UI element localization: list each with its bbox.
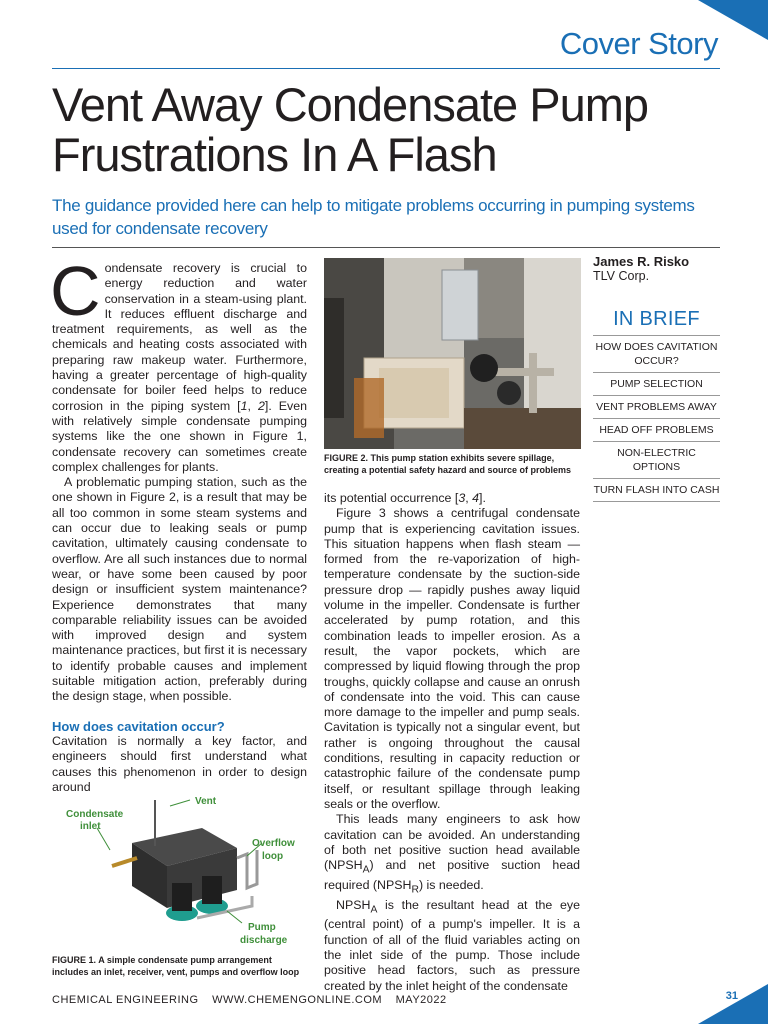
subhead-cavitation: How does cavitation occur?: [52, 718, 225, 734]
paragraph-2: A problematic pumping station, such as the one shown in Figure 2, is a result that may be all too common in some steam systems and can occur due to leaking seals or pump cavitation, ultimately causing condensate to overflow. Are all such instances due to normal wear, or have some been caused by poor design or insufficient system maintenance? Experience demonstrates that many comparable reliability issues can be avoided with improved design and system maintenance practices, but first it is necessary to identify probable causes and implement suitable mitigation action, preferably during the design stage, when possible.: [52, 475, 307, 704]
label-vent: Vent: [195, 796, 217, 807]
in-brief-title: IN BRIEF: [593, 308, 720, 336]
body-column-2: [324, 491, 580, 994]
paragraph-text: its potential occurrence [: [324, 491, 459, 505]
paragraph-5: [324, 812, 580, 897]
paragraph-3: Cavitation is normally a key factor, and engineers should first understand what causes this phenomenon in order to design around: [52, 733, 307, 794]
paragraph-intro: Condensate recovery is crucial to energy reduction and water conservation in a steam-using plant. It reduces effluent discharge and treatment requirements, as well as the chemicals and heating costs associated with preparing raw makeup water. Furthermore, having a greater percentage of high-quality condensate for boiler feed helps to reduce corrosion in the piping system [1, 2]. Even with relatively simple condensate pumping systems like the one shown in Figure 1, condensate recovery can sometimes create complex challenges for plants.: [50, 252, 308, 474]
reference-3[interactable]: 3: [458, 491, 466, 505]
footer-date: MAY2022: [395, 994, 447, 1006]
figure-2-photo: [324, 258, 581, 449]
section-label: Cover Story: [559, 26, 718, 61]
in-brief-item[interactable]: VENT PROBLEMS AWAY: [593, 396, 720, 419]
paragraph-3-continued: its potential occurrence [3, 4].: [324, 491, 486, 505]
footer: [52, 994, 457, 1006]
footer-magazine: CHEMICAL ENGINEERING: [52, 994, 199, 1006]
paragraph-4: Figure 3 shows a centrifugal condensate pump that is experiencing cavitation issues. This situation happens when flash steam — formed from the re-vaporization of high-temperature condensate by the suction-side pressure drop — rapidly pushes away liquid volume in the impeller. Condensate is further accelerated by pump rotation, and this combination leads to impeller erosion. As a result, the vapor pockets, which are compressed by liquid flowing through the prop troughs, quickly collapse and cause an onrush of condensate into the void. This can cause more damage to the impeller and pump seals. Cavitation is typically not a singular event, but rather is ongoing throughout the causal conditions, resulting in capacity reduction or catastrophic failure of the condensate pump itself, or resultant spillage through leaking seals or the overflow.: [324, 506, 580, 811]
paragraph-text: ].: [479, 491, 486, 505]
deck: The guidance provided here can help to mitigate problems occurring in pumping systems used for condensate recovery: [52, 196, 695, 238]
paragraph-text: This leads many engineers to ask how cavitation can be avoided. An understanding of both net positive suction head available (NPSH: [324, 812, 580, 873]
author-name: James R. Risko: [593, 254, 690, 269]
pump-station-photo: [324, 258, 581, 449]
label-discharge-2: discharge: [240, 935, 288, 946]
figure-1-diagram: [52, 788, 310, 953]
drop-cap: C: [50, 252, 101, 330]
in-brief-item[interactable]: HEAD OFF PROBLEMS: [593, 419, 720, 442]
figure-1-tag: FIGURE 1.: [52, 955, 97, 965]
header-rule: [52, 68, 720, 69]
in-brief-box: [593, 308, 720, 502]
figure-2-caption: [324, 453, 581, 476]
subscript-r: R: [411, 884, 419, 896]
label-inlet-2: inlet: [80, 821, 101, 832]
reference-1[interactable]: 1: [240, 398, 248, 413]
label-overflow-1: Overflow: [252, 838, 295, 849]
figure-1-caption-text: A simple condensate pump arrangement includes an inlet, receiver, vent, pumps and overflow loop: [52, 955, 300, 977]
subscript-a: A: [362, 864, 370, 876]
page-number: 31: [725, 990, 738, 1002]
in-brief-item[interactable]: TURN FLASH INTO CASH: [593, 479, 720, 502]
reference-2[interactable]: 2: [257, 398, 265, 413]
in-brief-item[interactable]: HOW DOES CAVITATION OCCUR?: [593, 336, 720, 373]
corner-accent-bottom: [698, 984, 768, 1024]
paragraph-text: ) and net positive suction head required (NPSH: [324, 858, 580, 892]
label-inlet-1: Condensate: [66, 809, 124, 820]
paragraph-text: is the resultant head at the eye (central point) of a pump's impeller. It is a function of all of the fluid variables acting on the inlet side of the pump. Those include positive head factors, such as pressure created by the inlet height of the condensate: [324, 897, 580, 993]
subscript-a: A: [370, 904, 378, 916]
in-brief-item[interactable]: NON-ELECTRIC OPTIONS: [593, 442, 720, 479]
in-brief-item[interactable]: PUMP SELECTION: [593, 373, 720, 396]
paragraph-text: ondensate recovery is crucial to energy reduction and water conservation in a steam-using plant. It reduces effluent discharge and treatment requirements, as well as the chemicals and heating costs associated with preparing raw makeup water. Furthermore, having a greater percentage of high-quality condensate for boiler feed helps to reduce corrosion in the piping system [: [52, 261, 307, 413]
label-overflow-2: loop: [262, 851, 284, 862]
headline: Vent Away Condensate Pump Frustrations In A Flash: [52, 78, 649, 181]
footer-url[interactable]: WWW.CHEMENGONLINE.COM: [212, 994, 383, 1006]
paragraph-6: [324, 898, 580, 994]
paragraph-text: ]. Even with relatively simple condensate pumping systems like the one shown in Figure 1, condensate recovery can sometimes create complex challenges for plants.: [52, 398, 308, 474]
body-column-1: [50, 252, 308, 795]
paragraph-text: ) is needed.: [418, 877, 484, 892]
figure-2-caption-text: This pump station exhibits severe spillage, creating a potential safety hazard and source of problems: [324, 453, 572, 475]
figure-2-tag: FIGURE 2.: [324, 453, 369, 463]
figure-1-caption: [52, 955, 310, 978]
label-discharge-1: Pump: [248, 922, 276, 933]
author-block: [593, 254, 723, 284]
condensate-pump-diagram: [52, 788, 310, 953]
deck-rule: [52, 247, 720, 248]
reference-4[interactable]: 4: [472, 491, 480, 505]
author-affiliation: TLV Corp.: [593, 269, 650, 283]
paragraph-text: NPSH: [336, 897, 371, 912]
